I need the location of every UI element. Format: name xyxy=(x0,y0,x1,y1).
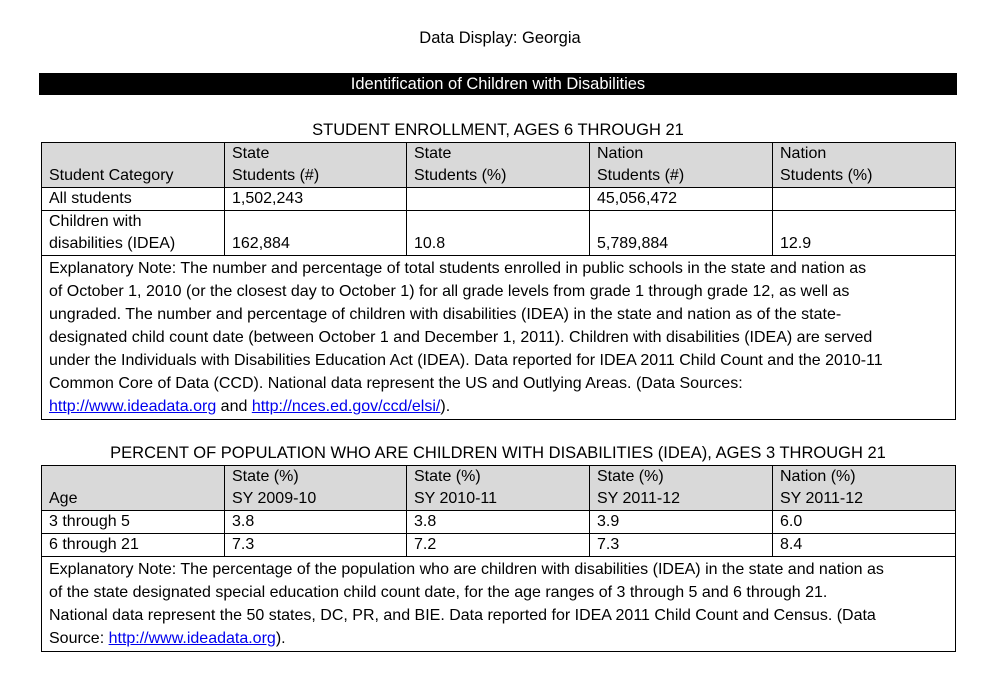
header-nation-students-percent: Nation Students (%) xyxy=(773,143,956,188)
value-cell: 162,884 xyxy=(225,211,407,256)
nces-elsi-link[interactable]: http://nces.ed.gov/ccd/elsi/ xyxy=(251,398,441,415)
table-row xyxy=(42,188,956,211)
value-cell: 8.4 xyxy=(773,534,956,557)
value-cell: 10.8 xyxy=(407,211,590,256)
section-banner: Identification of Children with Disabilities xyxy=(39,73,957,95)
age-cell: 3 through 5 xyxy=(42,511,225,534)
value-cell: 1,502,243 xyxy=(225,188,407,211)
enrollment-header-row xyxy=(42,143,956,188)
category-cell: Children with disabilities (IDEA) xyxy=(42,211,225,256)
value-cell: 12.9 xyxy=(773,211,956,256)
value-cell: 5,789,884 xyxy=(590,211,773,256)
population-header-row xyxy=(42,466,956,511)
table-row xyxy=(42,534,956,557)
ideadata-link[interactable]: http://www.ideadata.org xyxy=(108,630,276,647)
value-cell: 3.9 xyxy=(590,511,773,534)
population-table xyxy=(41,465,956,652)
enrollment-table xyxy=(41,142,956,420)
explanatory-note-row xyxy=(42,256,956,420)
header-state-sy-2009-10: State (%) SY 2009-10 xyxy=(225,466,407,511)
population-table-caption: PERCENT OF POPULATION WHO ARE CHILDREN WITH DISABILITIES (IDEA), AGES 3 THROUGH 21 xyxy=(110,444,886,462)
age-cell: 6 through 21 xyxy=(42,534,225,557)
page-title: Data Display: Georgia xyxy=(419,29,581,47)
value-cell xyxy=(407,188,590,211)
header-state-sy-2010-11: State (%) SY 2010-11 xyxy=(407,466,590,511)
value-cell: 3.8 xyxy=(407,511,590,534)
value-cell: 7.2 xyxy=(407,534,590,557)
value-cell: 45,056,472 xyxy=(590,188,773,211)
table-row xyxy=(42,211,956,256)
table-row xyxy=(42,511,956,534)
population-explanatory-note: Explanatory Note: The percentage of the population who are children with disabilities (IDEA) in the state and nation as of the state designated special education child count date, for the age ranges of 3 through 5 and 6 through 21. National data represent the 50 states, DC, PR, and BIE. Data reported for IDEA 2011 Child Count and Census. (Data Source: http://www.ideadata.org). xyxy=(42,557,956,652)
category-cell: All students xyxy=(42,188,225,211)
enrollment-table-caption: STUDENT ENROLLMENT, AGES 6 THROUGH 21 xyxy=(312,121,684,139)
value-cell: 6.0 xyxy=(773,511,956,534)
header-nation-sy-2011-12: Nation (%) SY 2011-12 xyxy=(773,466,956,511)
header-state-sy-2011-12: State (%) SY 2011-12 xyxy=(590,466,773,511)
header-student-category: Student Category xyxy=(42,143,225,188)
value-cell xyxy=(773,188,956,211)
header-nation-students-count: Nation Students (#) xyxy=(590,143,773,188)
value-cell: 3.8 xyxy=(225,511,407,534)
enrollment-explanatory-note: Explanatory Note: The number and percentage of total students enrolled in public schools in the state and nation as of October 1, 2010 (or the closest day to October 1) for all grade levels from grade 1 through grade 12, as well as ungraded. The number and percentage of children with disabilities (IDEA) in the state and nation as of the state- designated child count date (between October 1 and December 1, 2011). Children with disabilities (IDEA) are served under the Individuals with Disabilities Education Act (IDEA). Data reported for IDEA 2011 Child Count and the 2010-11 Common Core of Data (CCD). National data represent the US and Outlying Areas. (Data Sources: http://www.ideadata.org and http://nces.ed.gov/ccd/elsi/). xyxy=(42,256,956,420)
value-cell: 7.3 xyxy=(225,534,407,557)
explanatory-note-row xyxy=(42,557,956,652)
header-state-students-count: State Students (#) xyxy=(225,143,407,188)
header-age: Age xyxy=(42,466,225,511)
header-state-students-percent: State Students (%) xyxy=(407,143,590,188)
ideadata-link[interactable]: http://www.ideadata.org xyxy=(49,398,217,415)
value-cell: 7.3 xyxy=(590,534,773,557)
